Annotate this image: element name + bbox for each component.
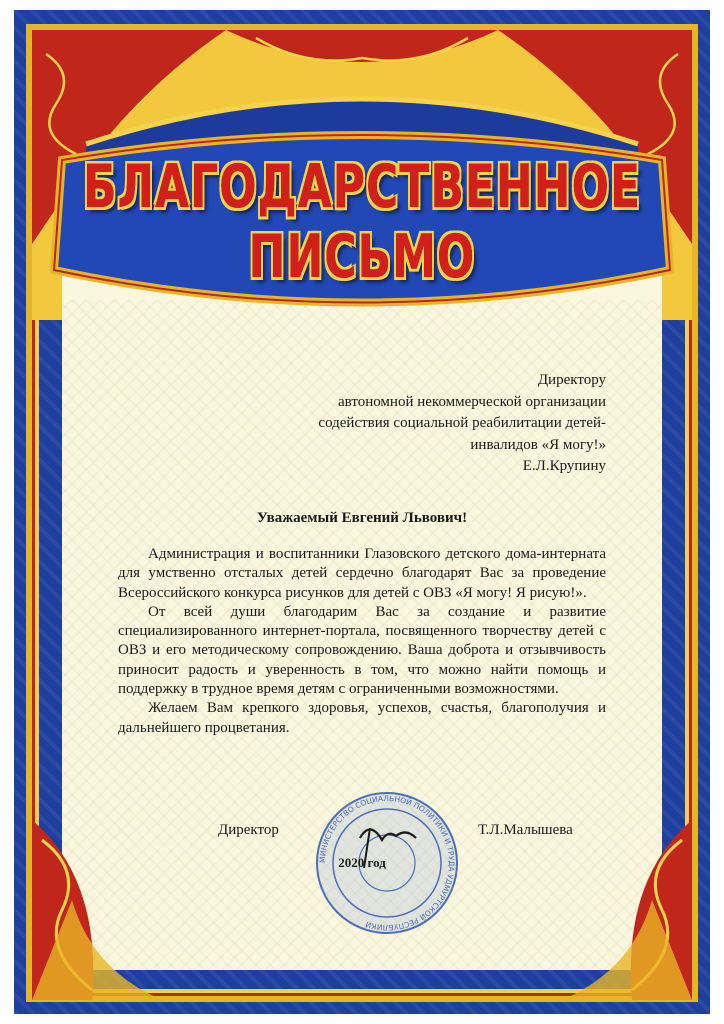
stamp-text: МИНИСТЕРСТВО СОЦИАЛЬНОЙ ПОЛИТИКИ И ТРУДА УДМУРТСКОЙ РЕСПУБЛИКИ: [317, 793, 457, 933]
bottom-right-ornament: [562, 820, 692, 1000]
body-paragraph: Желаем Вам крепкого здоровья, успехов, счастья, благополучия и дальнейшего процветания.: [118, 700, 606, 736]
addressee-line: автономной некоммерческой организации: [337, 393, 606, 410]
addressee-line: Е.Л.Крупину: [522, 458, 606, 474]
addressee-block: [318, 370, 606, 478]
addressee-line: Директору: [537, 372, 606, 388]
body-paragraph: От всей души благодарим Вас за создание и развитие специализированного интернет-портала, посвященного творчеству детей с ОВЗ и его методическому сопровождению. Ваша доброта и отзывчивость приносит радость и уверенность в том, что можно найти помощь и поддержку в трудное время детям с ограниченными возможностями.: [118, 603, 606, 698]
title-line-1: БЛАГОДАРСТВЕННОЕ: [82, 153, 642, 222]
title-line-2: ПИСЬМО: [248, 223, 476, 292]
body-paragraph: Администрация и воспитанники Глазовского детского дома-интерната для умственно отсталых детей сердечно благодарят Вас за проведение Всероссийского конкурса рисунков для детей с ОВЗ «Я могу! Я рисую!».: [118, 546, 606, 601]
signature-position: Директор: [218, 822, 279, 838]
stamp-year: 2020 год: [338, 855, 386, 870]
greeting: Уважаемый Евгений Львович!: [256, 510, 468, 526]
bottom-left-ornament: [32, 820, 162, 1000]
signature-name: Т.Л.Малышева: [478, 822, 573, 838]
letter-body: [118, 545, 606, 738]
addressee-line: содействия социальной реабилитации детей-: [318, 415, 606, 431]
addressee-line: инвалидов «Я могу!»: [470, 436, 606, 453]
